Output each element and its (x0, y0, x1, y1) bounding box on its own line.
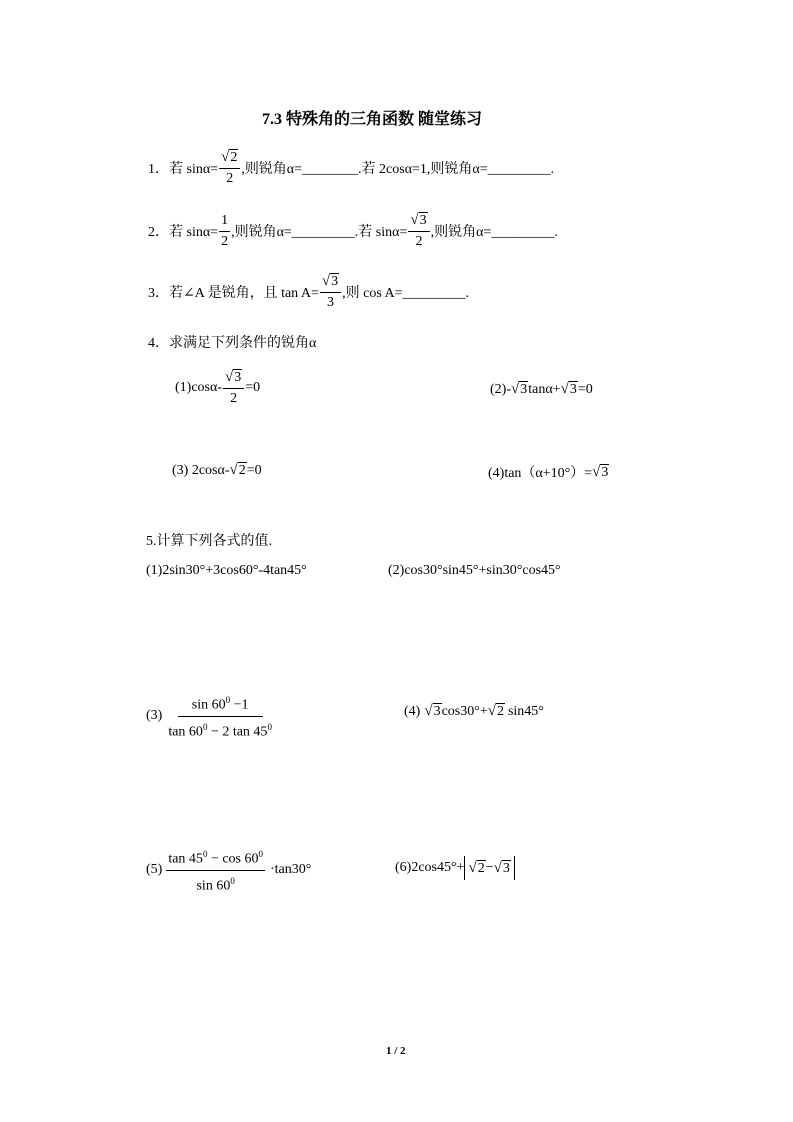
q5-s5-text: ·tan30° (270, 862, 312, 878)
q5-sub-5 (146, 846, 311, 894)
q5-s6-sqrt-1: √ 2 (468, 859, 485, 876)
q4-s2-sqrt-2: √ 3 (560, 381, 577, 397)
q5-s6-sqrt-2: √ 3 (493, 859, 510, 876)
q5-s3-label: (3) (146, 708, 163, 724)
q5-sub-1: (1)2sin30°+3cos60°-4tan45° (146, 563, 307, 578)
q4-s3-sqrt: √ 2 (229, 462, 246, 478)
q2-text-b: ,则锐角α=_________.若 sinα= (231, 225, 408, 240)
q5-s4-sqrt-1: √ 3 (424, 703, 441, 719)
q5-s5-label: (5) (146, 862, 163, 878)
q4-sub-2 (490, 381, 593, 398)
q4-s2-text-c: =0 (577, 381, 593, 397)
q4-s1-text-b: =0 (245, 380, 261, 395)
q5-s4-text-b: sin45° (507, 703, 544, 719)
q4-sub-1 (175, 369, 260, 407)
q4-s4-text-a: (4)tan（α+10°）= (488, 466, 593, 481)
q5-sub-6 (395, 856, 515, 880)
q3-fraction: √ 3 3 (320, 273, 341, 311)
page-number: 1 / 2 (386, 1045, 406, 1057)
q4-s1-text-a: (1)cosα- (175, 380, 222, 395)
q4-s3-text-a: (3) 2cosα- (172, 462, 230, 478)
q5-sub-4 (404, 703, 544, 720)
q5-s4-label: (4) (404, 703, 421, 719)
q5-sub-3 (146, 692, 275, 740)
q5-s4-text-a: cos30°+ (441, 703, 488, 719)
q5-s6-absolute-value: √ 2 − √ 3 (464, 856, 514, 880)
question-5: 5.计算下列各式的值. (146, 534, 272, 549)
q3-text-b: ,则 cos A=_________. (342, 286, 470, 301)
q4-s2-sqrt-1: √ 3 (511, 381, 528, 397)
q4-sub-3 (172, 462, 262, 479)
q4-s2-text-b: tanα+ (528, 381, 561, 397)
q5-s6-label: (6)2cos45°+ (395, 860, 465, 875)
q4-sub-4 (488, 462, 609, 482)
q5-sub-2: (2)cos30°sin45°+sin30°cos45° (388, 563, 561, 578)
q4-s3-text-b: =0 (246, 462, 262, 478)
q2-number: 2． (148, 225, 169, 240)
q1-text-a: 若 sinα= (169, 162, 219, 177)
question-2 (148, 212, 558, 250)
q1-fraction: √ 2 2 (219, 149, 240, 187)
question-1 (148, 149, 554, 187)
q5-s3-fraction: $\frac{\sin 60^0 -1}{\tan 60^0 - 2 \tan 45^0}$ (166, 692, 274, 740)
page-title: 7.3 特殊角的三角函数 随堂练习 (262, 111, 483, 128)
question-3 (148, 273, 469, 311)
q3-text-a: 若∠A 是锐角，且 tan A= (169, 286, 319, 301)
q2-text-c: ,则锐角α=_________. (430, 225, 558, 240)
q4-s2-text-a: (2)- (490, 381, 511, 397)
q4-s4-sqrt: √ 3 (592, 463, 609, 480)
q3-number: 3． (148, 286, 169, 301)
q5-s5-fraction: $\frac{\tan 45^0 - \cos 60^0}{\sin 60^0}$ (166, 846, 265, 894)
q4-s1-fraction: √ 3 2 (223, 369, 244, 407)
q2-text-a: 若 sinα= (169, 225, 219, 240)
q2-fraction-1: $\frac{1}{2}$ (221, 212, 229, 249)
q5-s4-sqrt-2: √ 2 (487, 703, 504, 719)
q1-text-b: ,则锐角α=________.若 2cosα=1,则锐角α=_________. (241, 162, 555, 177)
q2-fraction-2: √ 3 2 (408, 212, 429, 250)
question-4: 4．求满足下列条件的锐角α (148, 336, 317, 351)
q1-number: 1． (148, 162, 169, 177)
